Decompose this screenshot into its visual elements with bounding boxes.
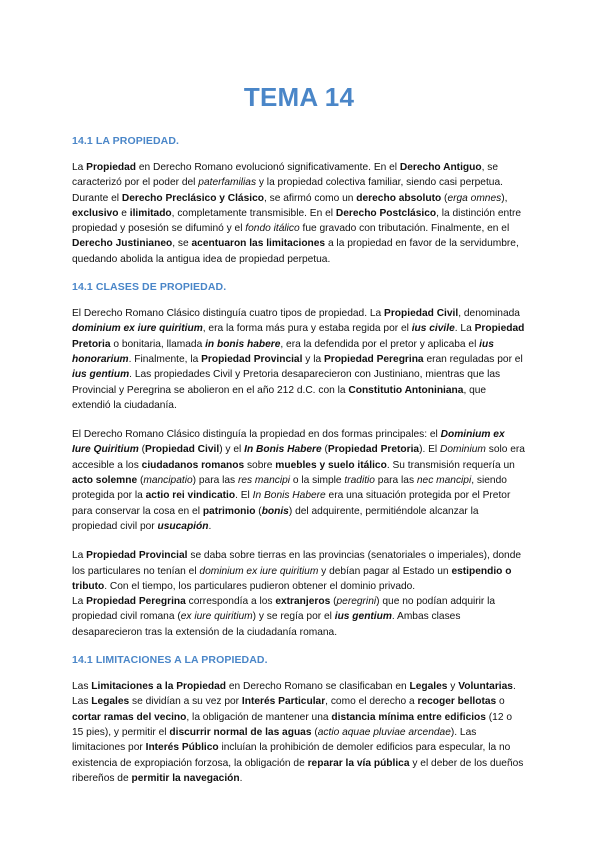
text-run: . [239, 772, 243, 784]
text-run: ( [255, 505, 262, 517]
text-run: ) para las [192, 475, 238, 487]
emphasis-text: actio rei vindicatio [145, 490, 236, 502]
text-run: , la obligación de mantener una [186, 711, 332, 723]
text-run: fue gravado con tributación. Finalmente, en el [299, 223, 510, 235]
paragraph [72, 306, 526, 413]
text-run: , se [172, 238, 192, 250]
text-run: , que extendió la ciudadanía. [72, 384, 487, 411]
emphasis-text: Derecho Preclásico y Clásico [121, 192, 264, 204]
text-run: , siendo protegida por la [72, 475, 507, 502]
section-heading: 14.1 CLASES DE PROPIEDAD. [72, 281, 227, 294]
emphasis-text: derecho absoluto [356, 192, 442, 204]
text-run: o [496, 696, 505, 708]
text-run: y la [302, 353, 324, 365]
text-run: ( [441, 192, 448, 204]
text-run: ( [138, 444, 146, 456]
emphasis-text: cortar ramas del vecino [72, 711, 187, 723]
text-run: ( [321, 444, 328, 456]
text-run: correspondía a los [185, 596, 276, 608]
text-run: ) y se regía por el [252, 611, 335, 623]
text-run: (12 o 15 pies), y permitir el [72, 711, 513, 738]
text-run: , la distinción entre propiedad y posesión se difuminó y el [72, 207, 522, 235]
emphasis-text: Propiedad Provincial [201, 353, 303, 365]
text-run: ( [330, 596, 337, 608]
emphasis-text: ius gentium [72, 369, 130, 381]
emphasis-text: dominium ex iure quiritium [72, 323, 203, 335]
section-propiedad [72, 135, 526, 267]
emphasis-text: nec mancipi [416, 475, 472, 487]
emphasis-text: Propiedad Pretoria [72, 323, 525, 350]
emphasis-text: ilimitado [129, 207, 172, 219]
emphasis-text: mancipatio [143, 475, 193, 487]
emphasis-text: Propiedad Civil [145, 444, 220, 456]
emphasis-text: ius civile [411, 323, 455, 335]
text-run: El Derecho Romano Clásico distinguía cuatro tipos de propiedad. La [72, 308, 385, 320]
text-run: y [447, 681, 459, 693]
emphasis-text: in bonis habere [205, 338, 281, 350]
emphasis-text: extranjeros [275, 596, 331, 608]
text-run: ). Las limitaciones por [72, 726, 477, 754]
emphasis-text: peregrini [336, 596, 377, 608]
text-run: . Ambas clases desaparecieron tras la extensión de la ciudadanía romana. [72, 611, 461, 638]
text-run: se dividían a su vez por [129, 696, 242, 708]
text-run: , como el derecho a [325, 696, 418, 708]
emphasis-text: actio aquae pluviae arcendae [317, 726, 451, 738]
emphasis-text: In Bonis Habere [244, 444, 322, 456]
emphasis-text: Derecho Antiguo [399, 162, 482, 173]
document-page [72, 82, 526, 800]
emphasis-text: ex iure quiritium [180, 611, 253, 623]
text-run: . Su transmisión requería un [386, 459, 515, 471]
section-heading: 14.1 LIMITACIONES A LA PROPIEDAD. [72, 654, 268, 667]
paragraph [72, 594, 526, 640]
paragraph [72, 160, 526, 267]
emphasis-text: estipendio o tributo [72, 565, 512, 592]
text-run: Las [72, 681, 92, 693]
text-run: solo era accesible a los [72, 444, 525, 471]
text-run: . Con el tiempo, los particulares pudieron obtener el dominio privado. [104, 580, 416, 592]
emphasis-text: recoger bellotas [417, 696, 497, 708]
emphasis-text: erga omnes [447, 192, 502, 204]
text-run: , completamente transmisible. En el [171, 207, 336, 219]
emphasis-text: Derecho Justinianeo [72, 238, 173, 250]
text-run: sobre [244, 459, 276, 471]
text-run: y debían pagar al Estado un [318, 565, 452, 577]
text-run: ) del adquirente, permitiéndole alcanzar la propiedad civil por [72, 505, 479, 532]
emphasis-text: Interés Público [145, 742, 219, 754]
text-run: ), [501, 192, 508, 204]
text-run: eran reguladas por el [423, 353, 523, 365]
text-run: y la propiedad colectiva familiar, siendo casi perpetua. Durante el [72, 177, 503, 204]
emphasis-text: Propiedad Pretoria [327, 444, 420, 456]
text-run: La [72, 550, 87, 562]
text-run: ) que no podían adquirir la propiedad civil romana ( [72, 596, 496, 623]
emphasis-text: Legales [91, 696, 130, 708]
text-run: en Derecho Romano se clasificaban en [226, 681, 410, 693]
section-clases [72, 281, 526, 640]
text-run: a la propiedad en favor de la servidumbre, quedando abolida la antigua idea de propiedad perpetua. [72, 238, 519, 265]
emphasis-text: Dominium [440, 444, 486, 456]
emphasis-text: acentuaron las limitaciones [191, 238, 326, 250]
emphasis-text: exclusivo [72, 207, 119, 219]
text-run: , era la defendida por el pretor y aplicaba el [280, 338, 480, 350]
emphasis-text: ius gentium [334, 611, 392, 623]
emphasis-text: Propiedad [86, 162, 136, 173]
emphasis-text: muebles y suelo itálico [275, 459, 387, 471]
emphasis-text: fondo itálico [245, 223, 300, 235]
emphasis-text: Propiedad Civil [384, 308, 459, 320]
emphasis-text: Derecho Postclásico [335, 207, 437, 219]
emphasis-text: traditio [344, 475, 375, 487]
paragraph [72, 548, 526, 594]
text-run: en Derecho Romano evolucionó significativamente. En el [136, 162, 400, 173]
text-run: ( [311, 726, 318, 738]
text-run: El Derecho Romano Clásico distinguía la propiedad en dos formas principales: el [72, 429, 441, 441]
emphasis-text: Dominium ex Iure Quiritium [72, 429, 505, 456]
emphasis-text: Propiedad Peregrina [86, 596, 186, 608]
text-run: se daba sobre tierras en las provincias (senatoriales o imperiales), donde los particulares no tenían el [72, 550, 522, 577]
text-run: . Las propiedades Civil y Pretoria desaparecieron con Justiniano, mientras que las Provincial y Peregrina se abolieron en el año 212 d.C. con la [72, 369, 501, 396]
text-run: y el deber de los dueños ribereños de [72, 757, 524, 784]
emphasis-text: usucapión [157, 520, 209, 532]
emphasis-text: discurrir normal de las aguas [169, 726, 312, 738]
emphasis-text: distancia mínima entre edificios [331, 711, 486, 723]
emphasis-text: bonis [261, 505, 289, 517]
text-run: La [72, 162, 87, 173]
emphasis-text: Voluntarias [458, 681, 513, 693]
emphasis-text: ius honorarium [72, 338, 494, 365]
text-run: , era la forma más pura y estaba regida por el [202, 323, 412, 335]
text-run: . [208, 520, 212, 532]
text-run: . La [454, 323, 475, 335]
paragraph [72, 679, 526, 786]
section-heading: 14.1 LA PROPIEDAD. [72, 135, 180, 147]
emphasis-text: Propiedad Provincial [86, 550, 188, 562]
text-run: , se caracterizó por el poder del [72, 162, 499, 189]
emphasis-text: Constitutio Antoniniana [348, 384, 464, 396]
emphasis-text: acto solemne [72, 475, 138, 487]
emphasis-text: Limitaciones a la Propiedad [91, 681, 227, 693]
text-run: , denominada [458, 308, 520, 320]
text-run: , se afirmó como un [263, 192, 357, 204]
emphasis-text: paterfamilias [198, 177, 257, 189]
emphasis-text: patrimonio [202, 505, 256, 517]
emphasis-text: Propiedad Peregrina [323, 353, 424, 365]
text-run: . El [235, 490, 253, 502]
text-run: o la simple [290, 475, 345, 487]
text-run: o bonitaria, llamada [110, 338, 206, 350]
emphasis-text: In Bonis Habere [252, 490, 326, 502]
emphasis-text: dominium ex iure quiritium [199, 565, 319, 577]
text-run: . Las [72, 681, 516, 708]
emphasis-text: ciudadanos romanos [141, 459, 245, 471]
text-run: incluían la prohibición de demoler edificios para especular, la no existencia de expropiación forzosa, la obligación de [72, 742, 511, 769]
text-run: era una situación protegida por el Pretor para conservar la cosa en el [72, 490, 511, 517]
emphasis-text: permitir la navegación [131, 772, 240, 784]
emphasis-text: Legales [409, 681, 448, 693]
emphasis-text: reparar la vía pública [307, 757, 410, 769]
text-run: ) y el [219, 444, 245, 456]
text-run: . Finalmente, la [128, 353, 202, 365]
text-run: ). El [419, 444, 441, 456]
section-limitaciones [72, 654, 526, 786]
text-run: La [72, 596, 87, 608]
page-title: TEMA 14 [243, 82, 355, 112]
text-run: e [118, 207, 130, 219]
text-run: ( [137, 475, 144, 487]
text-run: para las [374, 475, 417, 487]
paragraph [72, 427, 526, 534]
emphasis-text: res mancipi [237, 475, 291, 487]
emphasis-text: Interés Particular [241, 696, 326, 708]
